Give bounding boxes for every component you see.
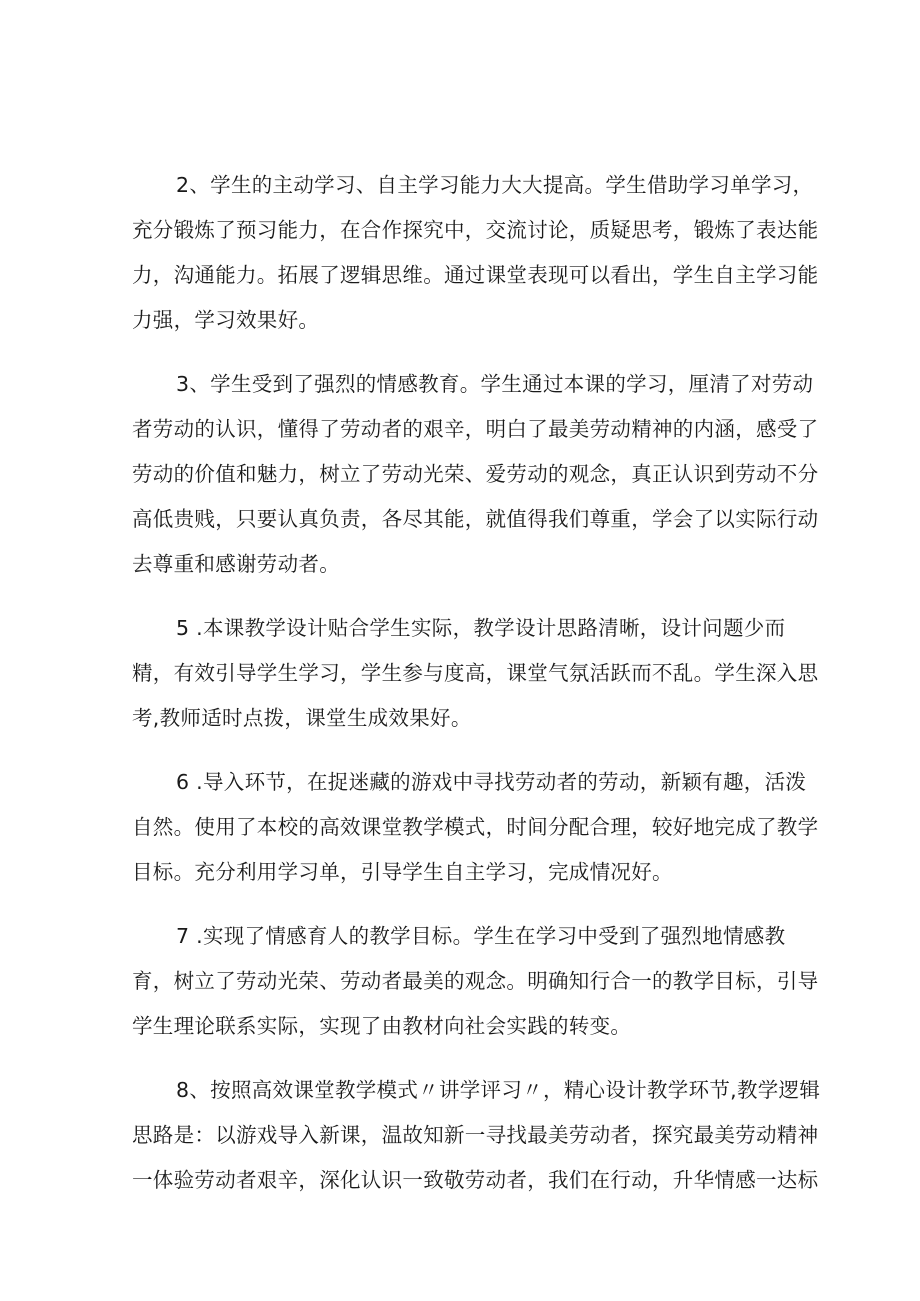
text-line: 6 .导入环节，在捉迷藏的游戏中寻找劳动者的劳动，新颖有趣，活泼 xyxy=(176,770,807,794)
paragraph-2 xyxy=(132,163,819,343)
text-line: 去尊重和感谢劳动者。 xyxy=(132,552,340,576)
text-line: 学生理论联系实际，实现了由教材向社会实践的转变。 xyxy=(132,1014,632,1038)
text-line: 考,教师适时点拨，课堂生成效果好。 xyxy=(132,706,472,730)
text-line: 力强，学习效果好。 xyxy=(132,308,320,332)
paragraph-3 xyxy=(132,362,819,587)
paragraph-8 xyxy=(132,1068,821,1203)
text-line: 一体验劳动者艰辛，深化认识一致敬劳动者，我们在行动，升华情感一达标 xyxy=(132,1168,819,1192)
text-line: 充分锻炼了预习能力，在合作探究中，交流讨论，质疑思考，锻炼了表达能 xyxy=(132,218,819,242)
paragraph-7 xyxy=(132,914,819,1049)
text-line: 劳动的价值和魅力，树立了劳动光荣、爱劳动的观念，真正认识到劳动不分 xyxy=(132,462,819,486)
text-line: 7 .实现了情感育人的教学目标。学生在学习中受到了强烈地情感教 xyxy=(176,924,786,948)
text-line: 8、按照高效课堂教学模式〃讲学评习〃，精心设计教学环节,教学逻辑 xyxy=(176,1078,821,1102)
text-line: 高低贵贱，只要认真负责，各尽其能，就值得我们尊重，学会了以实际行动 xyxy=(132,507,819,531)
text-line: 育，树立了劳动光荣、劳动者最美的观念。明确知行合一的教学目标，引导 xyxy=(132,969,819,993)
text-line: 目标。充分利用学习单，引导学生自主学习，完成情况好。 xyxy=(132,860,673,884)
paragraph-6 xyxy=(132,760,819,895)
document-body xyxy=(132,163,821,1222)
text-line: 3、学生受到了强烈的情感教育。学生通过本课的学习，厘清了对劳动 xyxy=(176,372,814,396)
text-line: 精，有效引导学生学习，学生参与度高，课堂气氛活跃而不乱。学生深入思 xyxy=(132,661,819,685)
text-line: 力，沟通能力。拓展了逻辑思维。通过课堂表现可以看出，学生自主学习能 xyxy=(132,263,819,287)
paragraph-5 xyxy=(132,606,819,741)
text-line: 2、学生的主动学习、自主学习能力大大提高。学生借助学习单学习， xyxy=(176,173,814,197)
text-line: 5 .本课教学设计贴合学生实际，教学设计思路清晰，设计问题少而 xyxy=(176,616,786,640)
text-line: 思路是：以游戏导入新课，温故知新一寻找最美劳动者，探究最美劳动精神 xyxy=(132,1123,819,1147)
text-line: 者劳动的认识，懂得了劳动者的艰辛，明白了最美劳动精神的内涵，感受了 xyxy=(132,417,819,441)
text-line: 自然。使用了本校的高效课堂教学模式，时间分配合理，较好地完成了教学 xyxy=(132,815,819,839)
